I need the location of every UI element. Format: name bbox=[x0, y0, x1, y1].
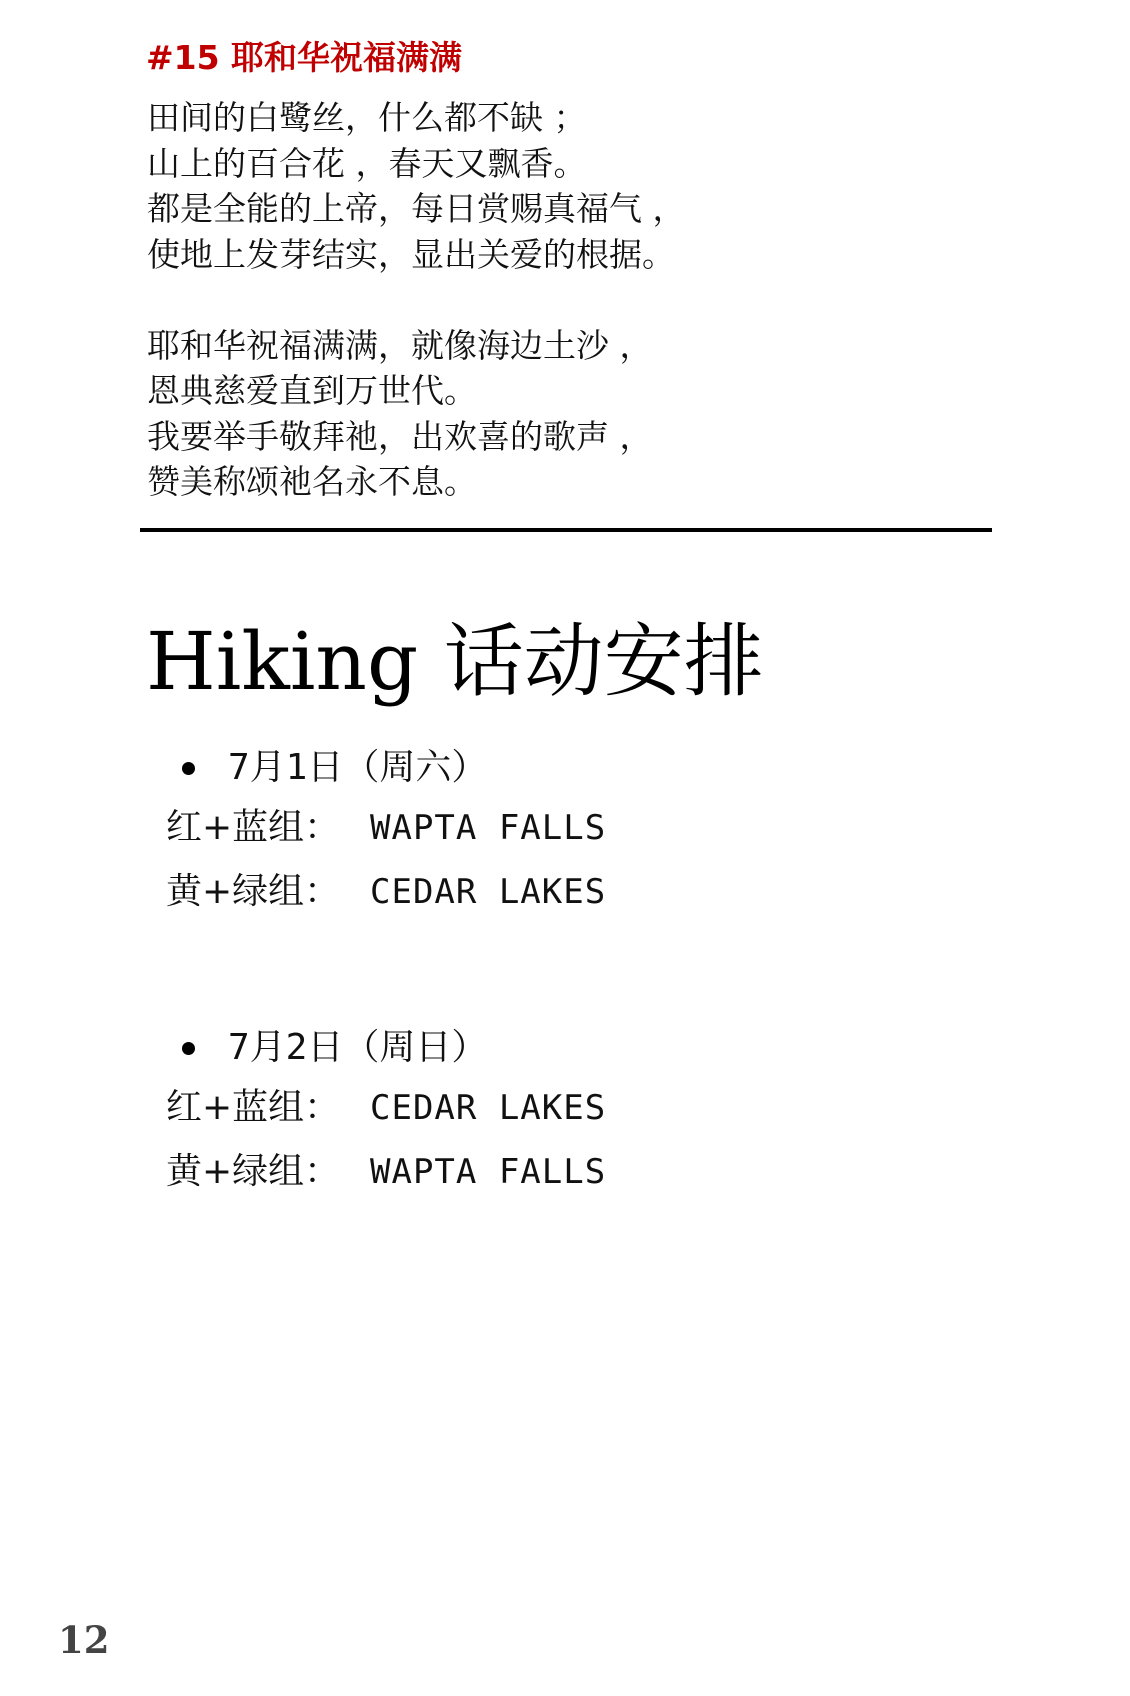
group-row bbox=[166, 796, 966, 860]
lyric-line: 恩典慈爱直到万世代。 bbox=[147, 371, 477, 410]
lyric-line: 山上的百合花 ，春天又飘香。 bbox=[147, 143, 587, 183]
group-destination: CEDAR LAKES bbox=[370, 1088, 607, 1128]
page-number: 12 bbox=[58, 1618, 110, 1662]
hiking-day-2 bbox=[166, 1020, 966, 1204]
day-date: 7月2日（周日） bbox=[228, 1027, 488, 1068]
lyrics-stanza-1 bbox=[147, 95, 686, 277]
song-title: #15 耶和华祝福满满 bbox=[146, 38, 463, 77]
group-destination: WAPTA FALLS bbox=[370, 1152, 607, 1192]
lyric-line: 赞美称颂祂名永不息。 bbox=[147, 462, 477, 501]
lyrics-stanza-2 bbox=[147, 323, 686, 505]
lyric-line: 我要举手敬拜祂，出欢喜的歌声 ， bbox=[147, 416, 653, 456]
group-row bbox=[166, 860, 966, 924]
song-lyrics bbox=[147, 95, 686, 505]
lyric-line: 使地上发芽结实，显出关爱的根据。 bbox=[147, 234, 675, 274]
lyric-line: 都是全能的上帝，每日赏赐真福气 ， bbox=[147, 189, 686, 228]
group-name: 红+蓝组： bbox=[166, 807, 341, 848]
group-name: 黄+绿组： bbox=[166, 871, 341, 912]
lyric-line: 耶和华祝福满满，就像海边土沙 ， bbox=[147, 325, 653, 365]
group-destination: WAPTA FALLS bbox=[370, 808, 607, 848]
group-row bbox=[166, 1076, 966, 1140]
hiking-day-1 bbox=[166, 740, 966, 924]
group-row bbox=[166, 1140, 966, 1204]
group-destination: CEDAR LAKES bbox=[370, 872, 607, 912]
bullet-icon bbox=[182, 762, 195, 775]
bullet-icon bbox=[182, 1042, 195, 1055]
day-date: 7月1日（周六） bbox=[228, 747, 488, 788]
hiking-heading: Hiking 话动安排 bbox=[146, 615, 764, 708]
group-name: 红+蓝组： bbox=[166, 1087, 341, 1128]
group-name: 黄+绿组： bbox=[166, 1151, 341, 1192]
day-header bbox=[166, 740, 966, 796]
day-header bbox=[166, 1020, 966, 1076]
lyric-line: 田间的白鹭丝，什么都不缺 ； bbox=[147, 98, 587, 137]
section-divider bbox=[140, 528, 992, 532]
